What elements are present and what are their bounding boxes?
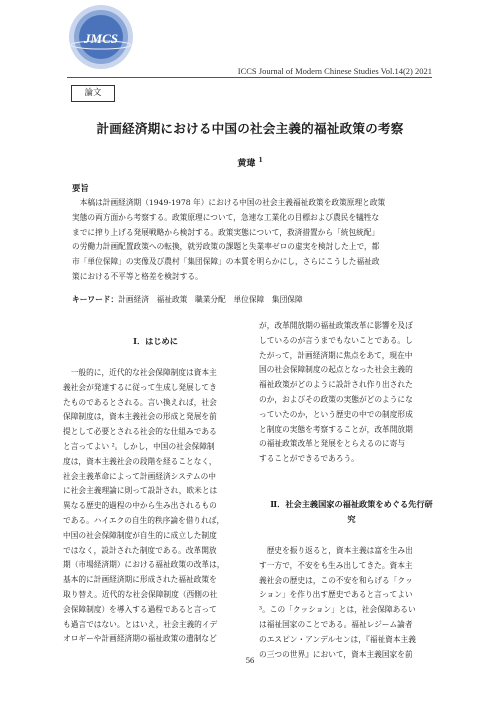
- body-line: 異なる歴史的過程の中から生み出されるもの: [63, 501, 217, 511]
- section-2-heading-cont: 究: [347, 514, 356, 524]
- body-line: 一般的に，近代的な社会保障制度は資本主: [63, 368, 217, 377]
- body-line: 保障制度は，資本主義社会の形成と発展を前: [63, 412, 217, 422]
- body-line: ション」を作り出す歴史であると言ってよい: [259, 590, 413, 600]
- body-line: ではなく，設計された制度である。改革開放: [63, 545, 217, 555]
- section-2-body: [259, 544, 444, 662]
- article-title: 計画経済期における中国の社会主義的福祉政策の考察: [96, 121, 404, 136]
- body-line: と言ってよい ²。しかし，中国の社会保障制: [63, 441, 215, 451]
- abstract-line: までに搾り上げる発展戦略から検討する。政策実態について，救済措置から「統包統配」: [72, 227, 380, 237]
- body-line: 期（市場経済期）における福祉政策の改革は，: [63, 560, 225, 570]
- section-1-heading: Ⅰ．はじめに: [133, 336, 178, 346]
- abstract-line: 実態の両方面から考察する。政策原理について，急速な工業化の目標および農民を犠牲な: [72, 212, 380, 222]
- body-line: たがって，計画経済期に焦点をあて，現在中: [259, 350, 413, 360]
- body-line: 取り替え。近代的な社会保障制度（西側の社: [63, 589, 218, 599]
- body-line: 基本的に計画経済期に形成された福祉政策を: [63, 575, 217, 585]
- body-line: も過言ではない。とはいえ，社会主義的イデ: [63, 619, 218, 629]
- body-line: オロギーや計画経済期の福祉政策の遺制など: [63, 634, 217, 644]
- section-1-body: [63, 366, 248, 647]
- body-line: ³。この「クッション」とは，社会保障あるい: [259, 605, 416, 615]
- header-rule: [67, 77, 432, 78]
- body-line: 歴史を振り返ると，資本主義は富を生み出: [259, 546, 413, 555]
- body-line: のか，およびその政策の実態がどのようにな: [259, 394, 413, 404]
- body-line: である。ハイエクの自生的秩序論を借りれば，: [63, 515, 225, 525]
- logo-text: JMCS: [84, 31, 118, 46]
- section-1-continued: [259, 319, 444, 467]
- section-2-heading: Ⅱ．社会主義国家の福祉政策をめぐる先行研: [270, 499, 433, 509]
- author-line: [0, 156, 500, 169]
- keywords-line: [72, 294, 303, 305]
- body-line: しているのが言うまでもないことである。し: [259, 335, 413, 345]
- body-line: が，改革開放期の福祉政策改革に影響を及ぼ: [259, 321, 413, 330]
- body-line: の福祉政策改革と発展をとらえるのに寄与: [259, 439, 406, 449]
- page-number: 56: [245, 655, 255, 665]
- abstract-body: [72, 196, 434, 285]
- body-line: 国の社会保障制度の起点となった社会主義的: [259, 365, 413, 375]
- body-line: と制度の実態を考察することが，改革開放期: [259, 424, 413, 434]
- body-line: は福祉国家のことである。福祉レジーム論者: [259, 619, 413, 629]
- body-line: 義社会の歴史は，この不安を和らげる「クッ: [259, 575, 413, 585]
- keywords-label: キーワード：: [72, 295, 119, 304]
- body-line: 会保障制度）を導入する過程であると言って: [63, 604, 217, 614]
- body-line: 福祉政策がどのように設計され作り出された: [259, 380, 413, 390]
- body-line: することができるであろう。: [259, 454, 359, 464]
- abstract-line: 本稿は計画経済期（1949-1978 年）における中国の社会主義福祉政策を政策原理と政策: [72, 198, 386, 207]
- body-line: っていたのか，という歴史の中での制度形成: [259, 409, 413, 419]
- body-line: 度は，資本主義社会の段階を経ることなく，: [63, 456, 217, 466]
- body-line: 中国の社会保障制度が自生的に成立した制度: [63, 530, 217, 540]
- journal-reference: ICCS Journal of Modern Chinese Studies Vol.14(2) 2021: [237, 66, 432, 76]
- keywords-list: 計画経済 福祉政策 職業分配 単位保障 集団保障: [118, 295, 303, 304]
- body-line: の三つの世界』において，資本主義国家を前: [259, 649, 413, 659]
- body-line: に社会主義理論に則って設計され，欧米とは: [63, 486, 218, 496]
- abstract-line: 策における不平等と格差を検討する。: [72, 271, 203, 281]
- abstract-line: 市「単位保障」の実像及び農村「集団保障」の本質を明らかにし，さらにこうした福祉政: [72, 257, 380, 267]
- body-line: す一方で，不安をも生み出してきた。資本主: [259, 560, 413, 570]
- journal-logo: [67, 3, 135, 71]
- body-line: 義社会が発達するに従って生成し発展してき: [63, 382, 217, 392]
- author-name: 黄瑋: [237, 159, 256, 169]
- abstract-heading: 要旨: [72, 183, 89, 193]
- body-line: たものであるとされる。言い換えれば，社会: [63, 397, 217, 407]
- body-line: 社会主義革命によって計画経済システムの中: [63, 471, 216, 481]
- author-footnote-mark: 1: [258, 157, 263, 164]
- article-category-tag: 論文: [71, 85, 115, 102]
- body-line: 提として必要とされる社会的な仕組みである: [63, 427, 217, 437]
- abstract-line: の労働力計画配置政策への転換，就労政策の課題と失業率ゼロの虚実を検討した上で，都: [72, 242, 380, 252]
- body-line: のエスピン・アンデルセンは，『福祉資本主義: [259, 634, 416, 644]
